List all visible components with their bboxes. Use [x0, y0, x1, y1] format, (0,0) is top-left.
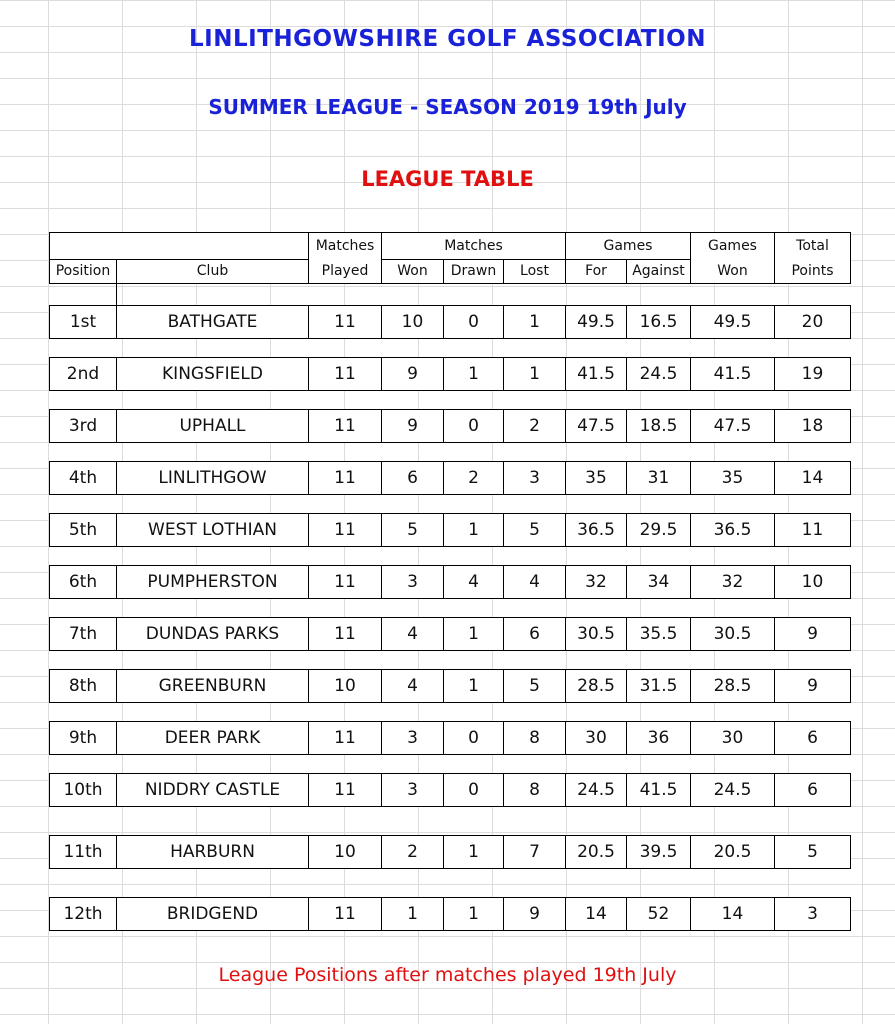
points-cell: 9 — [807, 676, 818, 696]
played-cell: 11 — [309, 774, 382, 806]
won-cell: 3 — [382, 774, 444, 806]
games-won-cell: 24.5 — [691, 774, 775, 806]
header-for: For — [585, 263, 607, 279]
header-won: Won — [397, 263, 428, 279]
header-matches-group: Matches — [444, 238, 503, 254]
for-cell: 20.5 — [566, 836, 627, 868]
points-cell: 5 — [807, 842, 818, 862]
club-cell: GREENBURN — [117, 670, 309, 702]
page-subtitle: SUMMER LEAGUE - SEASON 2019 19th July — [208, 95, 687, 119]
header-drawn: Drawn — [450, 263, 497, 279]
games-won-cell: 49.5 — [691, 306, 775, 338]
lost-cell: 8 — [504, 722, 566, 754]
won-cell: 3 — [382, 722, 444, 754]
played-cell: 11 — [309, 462, 382, 494]
won-cell: 10 — [382, 306, 444, 338]
played-cell: 11 — [309, 566, 382, 598]
footer-note: League Positions after matches played 19th July — [218, 964, 677, 986]
lost-cell: 4 — [504, 566, 566, 598]
position-cell: 9th — [50, 722, 117, 754]
header-games-won-bottom: Won — [717, 263, 748, 279]
won-cell: 2 — [382, 836, 444, 868]
header-games-group: Games — [603, 238, 653, 254]
drawn-cell: 1 — [444, 618, 504, 650]
for-cell: 36.5 — [566, 514, 627, 546]
table-row — [49, 773, 851, 807]
for-cell: 47.5 — [566, 410, 627, 442]
position-cell: 11th — [50, 836, 117, 868]
points-cell: 20 — [801, 312, 824, 332]
lost-cell: 3 — [504, 462, 566, 494]
points-cell: 9 — [807, 624, 818, 644]
games-won-cell: 35 — [691, 462, 775, 494]
lost-cell: 1 — [504, 358, 566, 390]
played-cell: 10 — [309, 836, 382, 868]
position-cell: 6th — [50, 566, 117, 598]
position-cell: 5th — [50, 514, 117, 546]
position-cell: 4th — [50, 462, 117, 494]
points-cell: 6 — [807, 728, 818, 748]
lost-cell: 7 — [504, 836, 566, 868]
played-cell: 11 — [309, 358, 382, 390]
club-cell: DEER PARK — [117, 722, 309, 754]
against-cell: 34 — [627, 566, 691, 598]
table-row — [49, 357, 851, 391]
played-cell: 11 — [309, 898, 382, 930]
against-cell: 36 — [627, 722, 691, 754]
drawn-cell: 4 — [444, 566, 504, 598]
against-cell: 24.5 — [627, 358, 691, 390]
lost-cell: 5 — [504, 670, 566, 702]
position-cell: 12th — [50, 898, 117, 930]
drawn-cell: 1 — [444, 670, 504, 702]
table-row — [49, 897, 851, 931]
table-row — [49, 669, 851, 703]
games-won-cell: 30.5 — [691, 618, 775, 650]
table-row — [49, 617, 851, 651]
header-matches-played-top: Matches — [315, 238, 375, 254]
for-cell: 30 — [566, 722, 627, 754]
against-cell: 31 — [627, 462, 691, 494]
played-cell: 11 — [309, 722, 382, 754]
position-cell: 7th — [50, 618, 117, 650]
against-cell: 29.5 — [627, 514, 691, 546]
games-won-cell: 30 — [691, 722, 775, 754]
played-cell: 11 — [309, 306, 382, 338]
for-cell: 28.5 — [566, 670, 627, 702]
games-won-cell: 36.5 — [691, 514, 775, 546]
won-cell: 5 — [382, 514, 444, 546]
drawn-cell: 1 — [444, 514, 504, 546]
played-cell: 11 — [309, 410, 382, 442]
drawn-cell: 0 — [444, 774, 504, 806]
points-cell: 14 — [801, 468, 824, 488]
drawn-cell: 0 — [444, 306, 504, 338]
won-cell: 6 — [382, 462, 444, 494]
header-lost: Lost — [520, 263, 549, 279]
table-row — [49, 513, 851, 547]
header-total-top: Total — [796, 238, 829, 254]
club-cell: NIDDRY CASTLE — [117, 774, 309, 806]
club-cell: DUNDAS PARKS — [117, 618, 309, 650]
table-row — [49, 305, 851, 339]
lost-cell: 5 — [504, 514, 566, 546]
for-cell: 35 — [566, 462, 627, 494]
drawn-cell: 1 — [444, 836, 504, 868]
won-cell: 9 — [382, 410, 444, 442]
points-cell: 19 — [801, 364, 824, 384]
header-games-won-top: Games — [708, 238, 757, 254]
club-cell: WEST LOTHIAN — [117, 514, 309, 546]
games-won-cell: 14 — [691, 898, 775, 930]
table-row — [49, 835, 851, 869]
club-cell: HARBURN — [117, 836, 309, 868]
won-cell: 3 — [382, 566, 444, 598]
drawn-cell: 0 — [444, 722, 504, 754]
table-row — [49, 565, 851, 599]
club-cell: UPHALL — [117, 410, 309, 442]
club-cell: BRIDGEND — [117, 898, 309, 930]
games-won-cell: 41.5 — [691, 358, 775, 390]
games-won-cell: 20.5 — [691, 836, 775, 868]
for-cell: 30.5 — [566, 618, 627, 650]
points-cell: 3 — [807, 904, 818, 924]
club-cell: LINLITHGOW — [117, 462, 309, 494]
position-cell: 1st — [50, 306, 117, 338]
played-cell: 11 — [309, 514, 382, 546]
against-cell: 39.5 — [627, 836, 691, 868]
drawn-cell: 1 — [444, 358, 504, 390]
against-cell: 16.5 — [627, 306, 691, 338]
against-cell: 35.5 — [627, 618, 691, 650]
for-cell: 32 — [566, 566, 627, 598]
header-against: Against — [632, 263, 685, 279]
lost-cell: 9 — [504, 898, 566, 930]
for-cell: 24.5 — [566, 774, 627, 806]
drawn-cell: 1 — [444, 898, 504, 930]
against-cell: 52 — [627, 898, 691, 930]
club-cell: KINGSFIELD — [117, 358, 309, 390]
table-row — [49, 721, 851, 755]
points-cell: 10 — [801, 572, 824, 592]
table-row — [49, 461, 851, 495]
position-cell: 10th — [50, 774, 117, 806]
table-header — [49, 232, 851, 284]
won-cell: 1 — [382, 898, 444, 930]
header-position: Position — [55, 263, 111, 279]
points-cell: 6 — [807, 780, 818, 800]
won-cell: 4 — [382, 670, 444, 702]
against-cell: 31.5 — [627, 670, 691, 702]
against-cell: 18.5 — [627, 410, 691, 442]
lost-cell: 6 — [504, 618, 566, 650]
table-title: LEAGUE TABLE — [361, 167, 534, 191]
lost-cell: 2 — [504, 410, 566, 442]
header-total-bottom: Points — [791, 263, 834, 279]
position-cell: 2nd — [50, 358, 117, 390]
won-cell: 9 — [382, 358, 444, 390]
points-cell: 18 — [801, 416, 824, 436]
points-cell: 11 — [801, 520, 824, 540]
lost-cell: 1 — [504, 306, 566, 338]
drawn-cell: 2 — [444, 462, 504, 494]
lost-cell: 8 — [504, 774, 566, 806]
games-won-cell: 47.5 — [691, 410, 775, 442]
games-won-cell: 28.5 — [691, 670, 775, 702]
for-cell: 14 — [566, 898, 627, 930]
for-cell: 49.5 — [566, 306, 627, 338]
table-row — [49, 409, 851, 443]
page-title: LINLITHGOWSHIRE GOLF ASSOCIATION — [189, 26, 706, 52]
games-won-cell: 32 — [691, 566, 775, 598]
club-cell: PUMPHERSTON — [117, 566, 309, 598]
drawn-cell: 0 — [444, 410, 504, 442]
played-cell: 10 — [309, 670, 382, 702]
position-cell: 8th — [50, 670, 117, 702]
club-cell: BATHGATE — [117, 306, 309, 338]
header-club: Club — [196, 263, 229, 279]
header-matches-played-bottom: Played — [321, 263, 369, 279]
won-cell: 4 — [382, 618, 444, 650]
for-cell: 41.5 — [566, 358, 627, 390]
played-cell: 11 — [309, 618, 382, 650]
against-cell: 41.5 — [627, 774, 691, 806]
position-cell: 3rd — [50, 410, 117, 442]
